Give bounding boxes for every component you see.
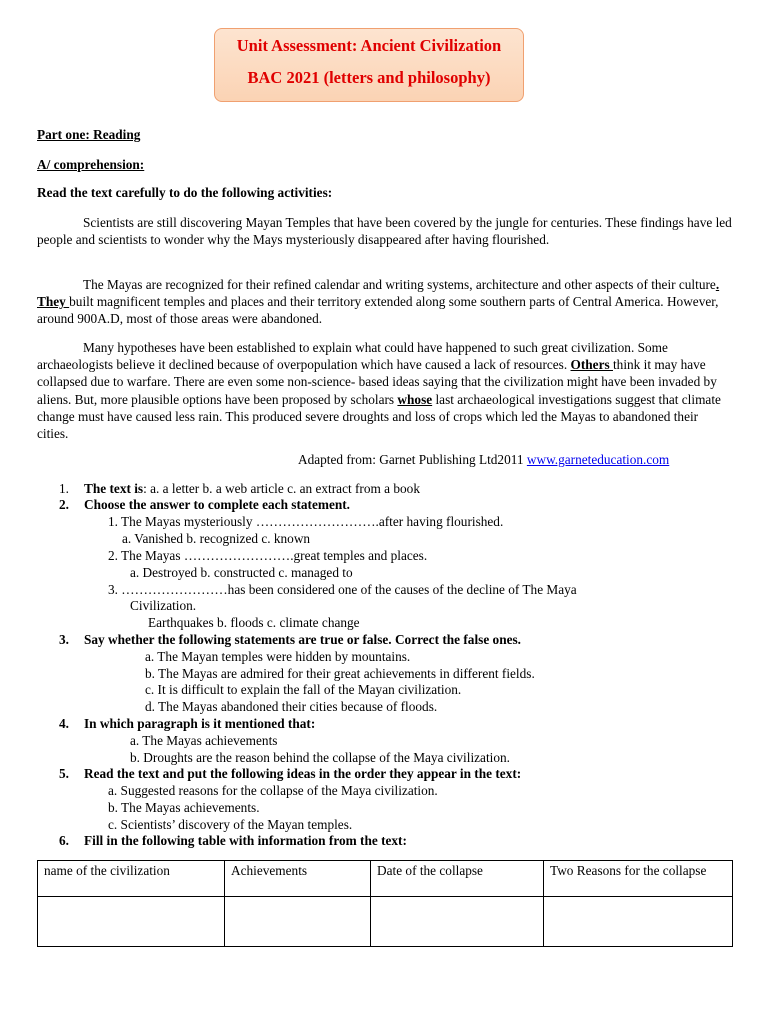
- q3-item-c: c. It is difficult to explain the fall of the Mayan civilization.: [145, 682, 462, 697]
- q4-item-a: a. The Mayas achievements: [130, 733, 278, 748]
- q2-item-2-options: a. Destroyed b. constructed c. managed to: [130, 565, 353, 580]
- q6-number: 6.: [59, 833, 69, 848]
- table-header-civilization: name of the civilization: [38, 861, 225, 897]
- paragraph-2-text-b: built magnificent temples and places and their territory extended along some southern parts of Central America. However, around 900A.D, most of those areas were abandoned.: [37, 294, 719, 327]
- q3-item-d: d. The Mayas abandoned their cities because of floods.: [145, 699, 438, 714]
- q3-item-b: b. The Mayas are admired for their great achievements in different fields.: [145, 666, 535, 681]
- paragraph-3-text-b: think it may have collapsed due to warfare. There are even some non-science- based ideas saying that the civilization might have been invaded by aliens. But, more plausible options have been proposed by scholars: [37, 357, 717, 407]
- q5-item-a: a. Suggested reasons for the collapse of the Maya civilization.: [108, 783, 438, 798]
- q2-number: 2.: [59, 497, 69, 512]
- paragraph-1-text: Scientists are still discovering Mayan Temples that have been covered by the jungle for centuries. These findings have led people and scientists to wonder why the Mays mysteriously disappeared after having flourished.: [37, 215, 732, 248]
- q1-label: The text is: [84, 481, 144, 496]
- q5-item-c: c. Scientists’ discovery of the Mayan temples.: [108, 817, 353, 832]
- paragraph-2-they: . They: [37, 277, 720, 310]
- source-text: Adapted from: Garnet Publishing Ltd2011: [298, 452, 527, 467]
- question-2: Choose the answer to complete each statement.: [84, 497, 351, 512]
- q1-number: 1.: [59, 481, 69, 496]
- document-subtitle: BAC 2021 (letters and philosophy): [247, 68, 491, 87]
- q2-item-3-continued: Civilization.: [130, 598, 197, 613]
- paragraph-2-text-a: The Mayas are recognized for their refined calendar and writing systems, architecture and other aspects of their culture: [83, 277, 716, 292]
- table-header-row: [38, 861, 733, 897]
- paragraph-3: [37, 339, 732, 442]
- section-heading: A/ comprehension:: [37, 157, 145, 172]
- title-box: [214, 28, 524, 102]
- q2-item-3: 3. ……………………has been considered one of the causes of the decline of The Maya: [108, 582, 577, 597]
- table-cell-date[interactable]: [371, 897, 544, 947]
- table-row: [38, 897, 733, 947]
- question-1: [84, 481, 420, 497]
- paragraph-1: [37, 214, 732, 248]
- question-4: In which paragraph is it mentioned that:: [84, 716, 316, 731]
- q2-item-1-options: a. Vanished b. recognized c. known: [122, 531, 311, 546]
- paragraph-3-whose: whose: [397, 391, 433, 407]
- paragraph-3-others: Others: [570, 357, 613, 373]
- q2-item-3-options: Earthquakes b. floods c. climate change: [148, 615, 360, 630]
- q1-options: : a. a letter b. a web article c. an extract from a book: [143, 481, 420, 496]
- q5-item-b: b. The Mayas achievements.: [108, 800, 260, 815]
- fill-in-table: [37, 860, 733, 947]
- source-citation: [298, 452, 669, 468]
- table-header-reasons: Two Reasons for the collapse: [544, 861, 733, 897]
- question-3: Say whether the following statements are true or false. Correct the false ones.: [84, 632, 521, 647]
- q5-number: 5.: [59, 766, 69, 781]
- q2-item-1: 1. The Mayas mysteriously ……………………….after having flourished.: [108, 514, 504, 529]
- table-cell-achievements[interactable]: [225, 897, 371, 947]
- part-heading: Part one: Reading: [37, 127, 141, 142]
- paragraph-2: [37, 276, 732, 328]
- q3-item-a: a. The Mayan temples were hidden by mountains.: [145, 649, 411, 664]
- table-header-date: Date of the collapse: [371, 861, 544, 897]
- question-6: Fill in the following table with information from the text:: [84, 833, 407, 848]
- paragraph-3-text-a: Many hypotheses have been established to explain what could have happened to such great civilization. Some archaeologists believe it declined because of overpopulation which have caused a lack of resources.: [37, 340, 668, 373]
- question-5: Read the text and put the following ideas in the order they appear in the text:: [84, 766, 522, 781]
- paragraph-3-text-c: last archaeological investigations suggest that climate change must have caused less rain. This produced severe droughts and loss of crops which led the Mayas to abandoned their cities.: [37, 391, 721, 442]
- instruction: Read the text carefully to do the following activities:: [37, 185, 333, 200]
- q4-item-b: b. Droughts are the reason behind the collapse of the Maya civilization.: [130, 750, 510, 765]
- q3-number: 3.: [59, 632, 69, 647]
- document-title: Unit Assessment: Ancient Civilization: [236, 36, 502, 55]
- table-cell-civilization[interactable]: [38, 897, 225, 947]
- source-link[interactable]: www.garneteducation.com: [526, 452, 670, 467]
- q4-number: 4.: [59, 716, 69, 731]
- q2-item-2: 2. The Mayas …………………….great temples and places.: [108, 548, 428, 563]
- table-header-achievements: Achievements: [225, 861, 371, 897]
- table-cell-reasons[interactable]: [544, 897, 733, 947]
